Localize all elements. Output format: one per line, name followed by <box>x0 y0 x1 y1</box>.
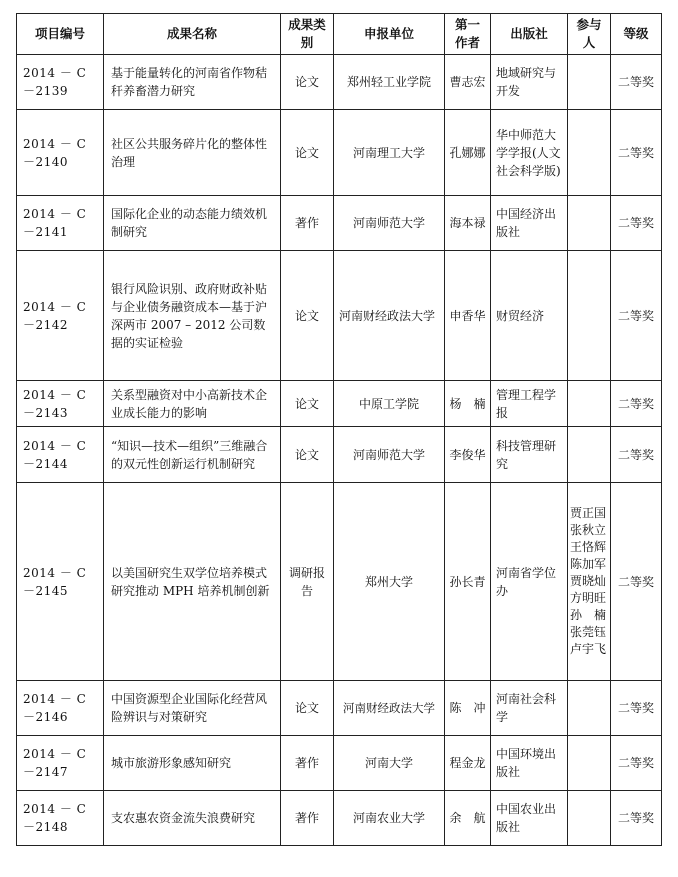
id-line2: －2147 <box>23 765 69 779</box>
cell-grade: 二等奖 <box>611 110 662 196</box>
cell-unit: 郑州轻工业学院 <box>334 55 445 110</box>
cell-type: 调研报告 <box>281 483 334 681</box>
header-author-line2: 作者 <box>454 35 480 50</box>
cell-name: 城市旅游形象感知研究 <box>104 736 281 791</box>
participant: 孙 楠 <box>570 608 607 622</box>
cell-author: 孔娜娜 <box>445 110 491 196</box>
cell-name: 关系型融资对中小高新技术企业成长能力的影响 <box>104 381 281 427</box>
cell-author: 陈 冲 <box>445 681 491 736</box>
cell-name: 基于能量转化的河南省作物秸秆养畜潜力研究 <box>104 55 281 110</box>
cell-id <box>17 251 104 381</box>
cell-name: 国际化企业的动态能力绩效机制研究 <box>104 196 281 251</box>
id-line2: －2146 <box>23 710 69 724</box>
cell-type: 著作 <box>281 736 334 791</box>
cell-publisher: 河南省学位办 <box>491 483 568 681</box>
cell-id <box>17 381 104 427</box>
cell-grade: 二等奖 <box>611 736 662 791</box>
cell-unit: 河南师范大学 <box>334 427 445 483</box>
cell-participants <box>568 427 611 483</box>
header-row <box>17 14 662 55</box>
id-line2: －2142 <box>23 317 69 332</box>
id-line1: 2014 － C <box>23 387 87 402</box>
cell-participants <box>568 55 611 110</box>
cell-type: 论文 <box>281 110 334 196</box>
id-line2: －2143 <box>23 405 69 420</box>
cell-name: “知识—技术—组织”三维融合的双元性创新运行机制研究 <box>104 427 281 483</box>
cell-type: 论文 <box>281 427 334 483</box>
cell-id <box>17 55 104 110</box>
id-line1: 2014 － C <box>23 747 87 761</box>
cell-id <box>17 681 104 736</box>
cell-participants <box>568 251 611 381</box>
participant: 张秋立 <box>570 523 607 537</box>
cell-name: 社区公共服务碎片化的整体性治理 <box>104 110 281 196</box>
table-row <box>17 681 662 736</box>
cell-unit: 河南大学 <box>334 736 445 791</box>
id-line1: 2014 － C <box>23 207 87 221</box>
header-author-line1: 第一 <box>454 17 480 32</box>
cell-publisher: 科技管理研究 <box>491 427 568 483</box>
cell-name: 以美国研究生双学位培养模式研究推动 MPH 培养机制创新 <box>104 483 281 681</box>
table-row <box>17 427 662 483</box>
cell-unit: 河南理工大学 <box>334 110 445 196</box>
cell-publisher: 中国农业出版社 <box>491 791 568 846</box>
cell-author: 孙长青 <box>445 483 491 681</box>
participant: 卢宇飞 <box>570 642 607 656</box>
header-id: 项目编号 <box>17 14 104 55</box>
cell-author: 杨 楠 <box>445 381 491 427</box>
id-line1: 2014 － C <box>23 692 87 706</box>
header-grade: 等级 <box>611 14 662 55</box>
cell-unit: 河南师范大学 <box>334 196 445 251</box>
id-line1: 2014 － C <box>23 136 87 151</box>
cell-author: 李俊华 <box>445 427 491 483</box>
cell-publisher: 管理工程学报 <box>491 381 568 427</box>
cell-id <box>17 736 104 791</box>
id-line2: －2148 <box>23 820 69 834</box>
id-line2: －2140 <box>23 154 69 169</box>
id-line1: 2014 － C <box>23 299 87 314</box>
cell-author: 程金龙 <box>445 736 491 791</box>
table-row <box>17 110 662 196</box>
cell-author: 余 航 <box>445 791 491 846</box>
cell-unit: 河南农业大学 <box>334 791 445 846</box>
id-line1: 2014 － C <box>23 565 87 580</box>
id-line2: －2144 <box>23 456 69 471</box>
table-row <box>17 196 662 251</box>
cell-participants <box>568 110 611 196</box>
participant: 贾正国 <box>570 506 607 520</box>
cell-grade: 二等奖 <box>611 55 662 110</box>
cell-grade: 二等奖 <box>611 381 662 427</box>
table-row <box>17 251 662 381</box>
cell-id <box>17 110 104 196</box>
awards-table <box>16 13 662 846</box>
cell-name: 支农惠农资金流失浪费研究 <box>104 791 281 846</box>
cell-name: 中国资源型企业国际化经营风险辨识与对策研究 <box>104 681 281 736</box>
cell-author: 申香华 <box>445 251 491 381</box>
header-participants: 参与人 <box>568 14 611 55</box>
cell-name: 银行风险识别、政府财政补贴与企业债务融资成本—基于沪深两市 2007 – 2012 公司数据的实证检验 <box>104 251 281 381</box>
cell-unit: 中原工学院 <box>334 381 445 427</box>
cell-grade: 二等奖 <box>611 196 662 251</box>
cell-publisher: 财贸经济 <box>491 251 568 381</box>
cell-type: 论文 <box>281 251 334 381</box>
cell-publisher: 中国环境出版社 <box>491 736 568 791</box>
cell-author: 海本禄 <box>445 196 491 251</box>
cell-type: 论文 <box>281 681 334 736</box>
cell-unit: 河南财经政法大学 <box>334 251 445 381</box>
participant: 贾晓灿 <box>570 574 607 588</box>
id-line1: 2014 － C <box>23 802 87 816</box>
cell-publisher: 地域研究与开发 <box>491 55 568 110</box>
cell-publisher: 中国经济出版社 <box>491 196 568 251</box>
participant: 方明旺 <box>570 591 607 605</box>
participant: 陈加军 <box>570 557 607 571</box>
cell-participants <box>568 196 611 251</box>
cell-type: 著作 <box>281 791 334 846</box>
cell-publisher: 河南社会科学 <box>491 681 568 736</box>
cell-id <box>17 427 104 483</box>
table-row <box>17 483 662 681</box>
id-line2: －2141 <box>23 225 69 239</box>
cell-participants <box>568 736 611 791</box>
cell-author: 曹志宏 <box>445 55 491 110</box>
cell-id <box>17 483 104 681</box>
cell-id <box>17 791 104 846</box>
header-name: 成果名称 <box>104 14 281 55</box>
cell-type: 著作 <box>281 196 334 251</box>
cell-unit: 郑州大学 <box>334 483 445 681</box>
cell-participants <box>568 681 611 736</box>
table-row <box>17 791 662 846</box>
header-type: 成果类别 <box>281 14 334 55</box>
cell-unit: 河南财经政法大学 <box>334 681 445 736</box>
table-row <box>17 55 662 110</box>
header-unit: 申报单位 <box>334 14 445 55</box>
cell-grade: 二等奖 <box>611 791 662 846</box>
cell-participants <box>568 791 611 846</box>
id-line1: 2014 － C <box>23 66 87 80</box>
cell-grade: 二等奖 <box>611 681 662 736</box>
table-row <box>17 736 662 791</box>
cell-participants <box>568 381 611 427</box>
cell-type: 论文 <box>281 55 334 110</box>
cell-grade: 二等奖 <box>611 427 662 483</box>
table-row <box>17 381 662 427</box>
cell-participants <box>568 483 611 681</box>
cell-id <box>17 196 104 251</box>
id-line2: －2145 <box>23 583 69 598</box>
cell-publisher: 华中师范大学学报(人文社会科学版) <box>491 110 568 196</box>
header-author <box>445 14 491 55</box>
cell-grade: 二等奖 <box>611 251 662 381</box>
id-line2: －2139 <box>23 84 69 98</box>
header-publisher: 出版社 <box>491 14 568 55</box>
participant: 张莞钰 <box>570 625 607 639</box>
cell-type: 论文 <box>281 381 334 427</box>
participant: 王恪辉 <box>570 540 607 554</box>
cell-grade: 二等奖 <box>611 483 662 681</box>
id-line1: 2014 － C <box>23 438 87 453</box>
